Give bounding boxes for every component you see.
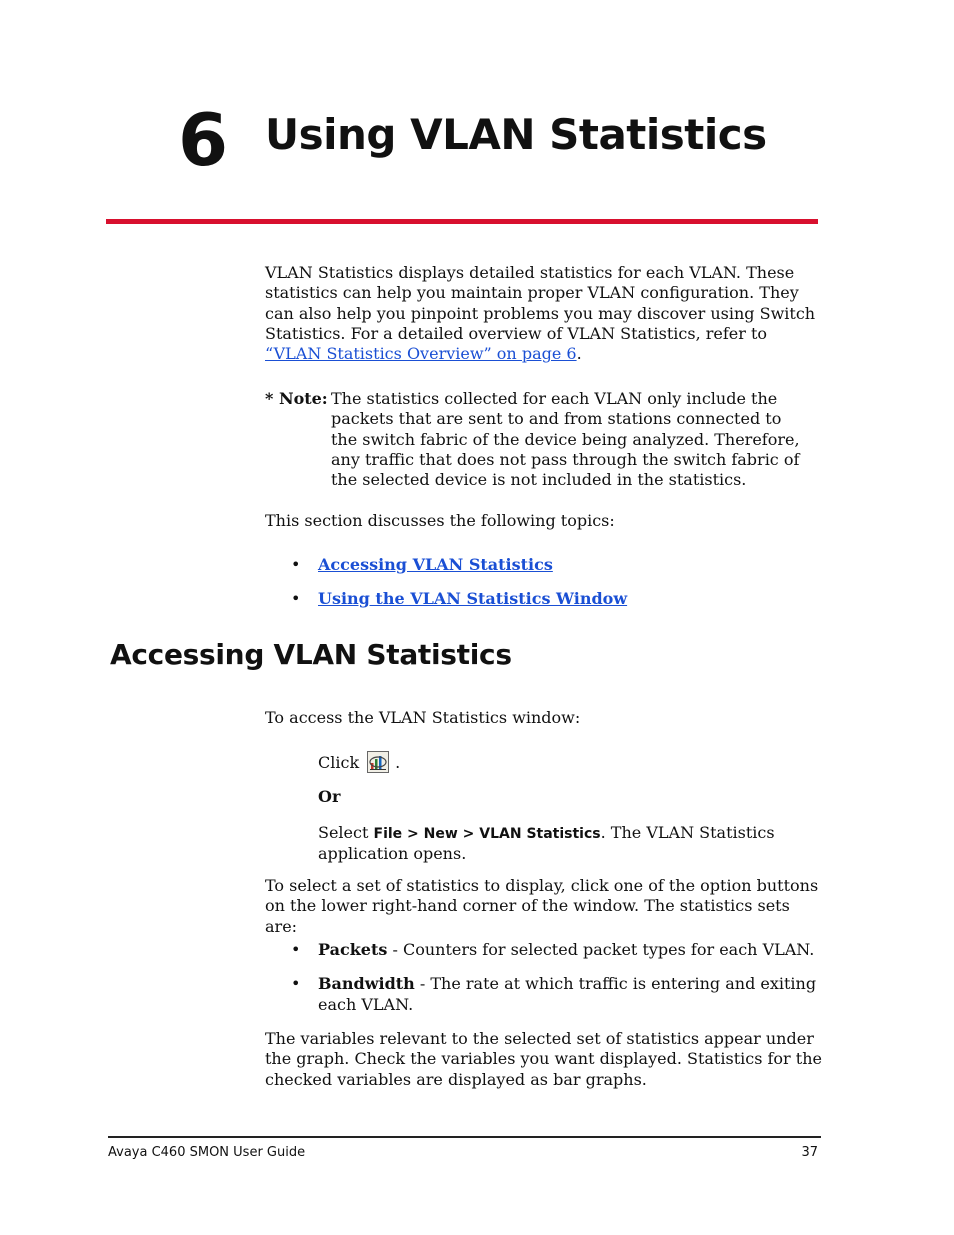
option-paragraph: To select a set of statistics to display, click one of the option buttons on the lower right-hand corner of the window. The statistics sets are:: [265, 876, 819, 936]
click-end: .: [395, 753, 401, 772]
topic-link-accessing[interactable]: Accessing VLAN Statistics: [318, 555, 553, 574]
intro-text: VLAN Statistics displays detailed statistics for each VLAN. These statistics can help you maintain proper VLAN configuration. They can also help you pinpoint problems you may discover using Switch Statistics. For a detailed overview of VLAN Statistics, refer to: [265, 263, 816, 343]
or-label: Or: [318, 787, 341, 806]
stat-set-desc: - The rate at which traffic is entering and exiting each VLAN.: [318, 974, 817, 1014]
menu-path: File > New > VLAN Statistics: [373, 826, 601, 842]
note-body: [331, 389, 801, 490]
bullet-icon: •: [291, 589, 301, 609]
intro-paragraph: [265, 263, 825, 364]
bullet-icon: •: [291, 555, 301, 574]
footer-title: Avaya C460 SMON User Guide: [108, 1145, 306, 1160]
click-instruction: [318, 751, 828, 773]
stat-set-desc: - Counters for selected packet types for each VLAN.: [387, 940, 815, 959]
page-number: 37: [801, 1145, 818, 1160]
chapter-number: 6: [178, 98, 229, 182]
list-item: [291, 974, 828, 1015]
chapter-divider: [106, 219, 818, 224]
select-instruction: [318, 823, 828, 865]
topic-link-using-window[interactable]: Using the VLAN Statistics Window: [318, 589, 628, 609]
click-label: Click: [318, 753, 360, 772]
list-item: [291, 589, 828, 609]
vlan-statistics-overview-link[interactable]: “VLAN Statistics Overview” on page 6: [265, 344, 577, 364]
footer-divider: [108, 1136, 821, 1138]
topics-intro: This section discusses the following topics:: [265, 511, 615, 530]
note-block: [265, 389, 825, 490]
list-item: [291, 555, 828, 575]
note-first-line: The statistics collected for each VLAN only include the: [331, 389, 778, 408]
note-rest: packets that are sent to and from stations connected to the switch fabric of the device being analyzed. Therefore, any traffic that does not pass through the switch fabric of the selected device is not included in the statistics.: [331, 409, 800, 490]
stat-sets-list: [291, 940, 828, 1015]
intro-end: .: [576, 344, 582, 364]
select-suffix: . The VLAN Statistics application opens.: [318, 823, 775, 864]
chapter-title: Using VLAN Statistics: [265, 110, 767, 159]
stat-set-term: Bandwidth: [318, 974, 415, 994]
note-label: * Note:: [265, 389, 328, 408]
access-intro: To access the VLAN Statistics window:: [265, 708, 581, 727]
bullet-icon: •: [291, 974, 301, 994]
variables-paragraph: The variables relevant to the selected set of statistics appear under the graph. Check the variables you want displayed. Statistics for the checked variables are displayed as bar graphs.: [265, 1029, 822, 1089]
bullet-icon: •: [291, 940, 301, 959]
select-prefix: Select: [318, 823, 374, 842]
section-heading: Accessing VLAN Statistics: [110, 638, 512, 671]
list-item: [291, 940, 828, 960]
topics-list: [291, 555, 828, 610]
vlan-statistics-app-icon[interactable]: [367, 751, 389, 773]
stat-set-term: Packets: [318, 940, 388, 959]
vlan-statistics-app-icon-graphic: [368, 752, 388, 772]
